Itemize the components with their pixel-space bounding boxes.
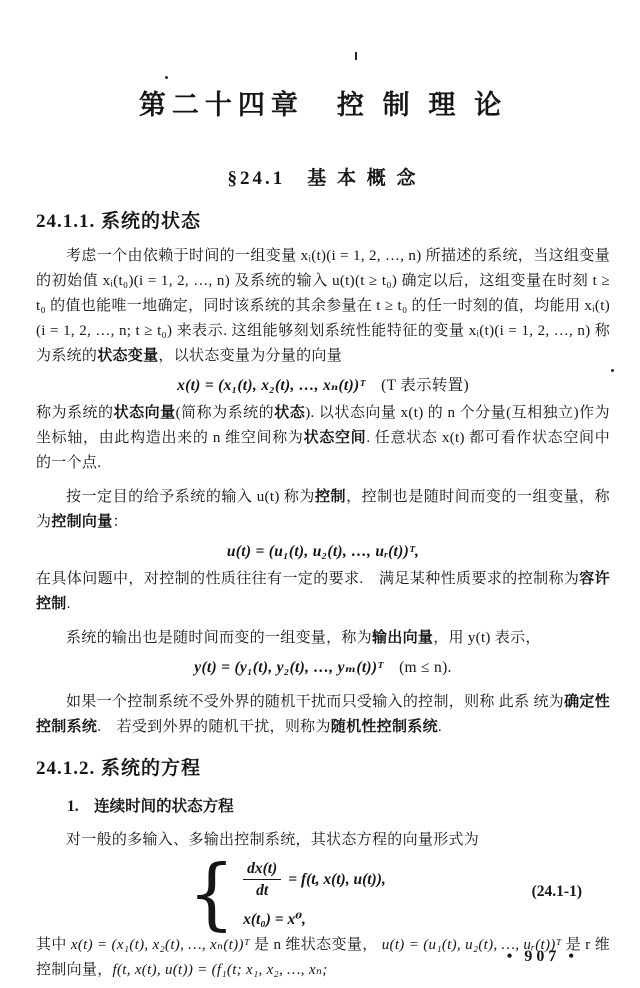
equation-lines bbox=[243, 860, 386, 928]
formula-output-vector bbox=[36, 654, 610, 681]
bold-term-control-vector: 控制向量 bbox=[51, 514, 113, 530]
equation-number: (24.1-1) bbox=[531, 883, 582, 901]
bold-term-stochastic-system: 随机性控制系统 bbox=[330, 719, 438, 735]
equation-line-initial-condition: x(t₀) = x⁰, bbox=[243, 911, 306, 929]
text-run: 其中 bbox=[36, 937, 71, 953]
text-run: (简称为系统的 bbox=[175, 405, 275, 421]
bold-term-state-space: 状态空间 bbox=[303, 430, 367, 446]
text-run: . 若受到外界的随机干扰，则称为 bbox=[97, 719, 331, 735]
inline-math: x(t) = (x₁(t), x₂(t), …, xₙ(t))ᵀ bbox=[70, 937, 250, 953]
paragraph-output bbox=[36, 626, 610, 651]
formula-math: x(t) = (x₁(t), x₂(t), …, xₙ(t))ᵀ bbox=[177, 377, 366, 394]
equation-line-derivative bbox=[243, 860, 386, 899]
formula-math: y(t) = (y₁(t), y₂(t), …, yₘ(t))ᵀ bbox=[194, 659, 384, 676]
inline-math: f(t, x(t), u(t)) = (f₁(t; x₁, x₂, …, xₙ; bbox=[112, 962, 328, 978]
text-run: 是 n 维状态变量， bbox=[249, 937, 382, 953]
formula-state-vector bbox=[36, 372, 610, 399]
bold-term-control: 控制 bbox=[314, 489, 347, 505]
paragraph-state-space bbox=[36, 401, 610, 476]
text-run: ). 以状态向量 x(t) 的 n 个分量(互相独立)作为坐标轴，由此构造出来的 n 维空间称为 bbox=[36, 405, 610, 446]
bold-term-state: 状态 bbox=[274, 405, 306, 421]
text-run: 称为系统的 bbox=[36, 405, 114, 421]
text-run: ，用 y(t) 表示， bbox=[433, 630, 541, 646]
formula-control-vector bbox=[36, 538, 610, 565]
text-run: 系统的输出也是随时间而变的一组变量，称为 bbox=[66, 630, 373, 646]
bold-term-state-vector: 状态向量 bbox=[113, 405, 176, 421]
page-number: • 907 • bbox=[506, 948, 578, 965]
paragraph-control bbox=[36, 485, 610, 535]
fraction-denominator: dt bbox=[256, 882, 269, 900]
formula-note: (m ≤ n). bbox=[383, 659, 452, 676]
bold-term-state-variable: 状态变量 bbox=[97, 348, 159, 364]
text-run: ，控制也是随时间而变的一组变量，称为 bbox=[36, 489, 610, 530]
text-run: 在具体问题中，对控制的性质往往有一定的要求. 满足某种性质要求的控制称为 bbox=[36, 571, 580, 587]
paragraph-equation-intro: 对一般的多输入、多输出控制系统，其状态方程的向量形式为 bbox=[66, 832, 480, 848]
text-run: 是 r 维控制向量， bbox=[36, 937, 610, 978]
text-run: . 任意状态 x(t) 都可看作状态空间中的一个点. bbox=[36, 430, 610, 471]
paragraph-system-state bbox=[36, 244, 610, 369]
chapter-title: 第二十四章 控 制 理 论 bbox=[138, 90, 508, 120]
subsection-heading-24-1-1: 24.1.1. 系统的状态 bbox=[36, 211, 202, 232]
left-brace: { bbox=[188, 848, 236, 940]
text-run: ，以状态变量为分量的向量 bbox=[158, 348, 343, 364]
bold-term-admissible-control: 容许控制 bbox=[36, 571, 610, 612]
formula-note: (T 表示转置) bbox=[365, 377, 469, 394]
subsection-heading-24-1-2: 24.1.2. 系统的方程 bbox=[36, 758, 202, 779]
scan-speck bbox=[611, 369, 614, 372]
section-title: §24.1 基 本 概 念 bbox=[227, 168, 419, 189]
fraction-numerator: dx(t) bbox=[247, 860, 278, 878]
paragraph-deterministic-stochastic bbox=[36, 690, 610, 740]
scan-speck bbox=[165, 76, 168, 79]
equation-24-1-1 bbox=[36, 848, 610, 940]
numbered-item-continuous-time: 1. 连续时间的状态方程 bbox=[67, 798, 234, 815]
text-run: ： bbox=[112, 514, 128, 530]
bold-term-deterministic-system: 确定性控制系统 bbox=[36, 694, 611, 735]
text-run: 考虑一个由依赖于时间的一组变量 xᵢ(t)(i = 1, 2, …, n) 所描述的系统，当这组变量的初始值 xᵢ(t₀)(i = 1, 2, …, n) 及系统的输入 u(t)(t ≥ t₀) 确定以后，这组变量在时刻 t ≥ t₀ 的值也能唯一地确定，同时该系统的其余参量在 t ≥ t₀ 的任一时刻的值，均能用 xᵢ(t)(i = 1, 2, …, n; t ≥ t₀) 来表示. 这组能够刻划系统性能特征的变量 xᵢ(t)(i = 1, 2, …, n) 称为系统的 bbox=[36, 248, 610, 364]
equation-rhs: = f(t, x(t), u(t)), bbox=[288, 871, 386, 888]
fraction bbox=[243, 860, 281, 899]
text-run: 如果一个控制系统不受外界的随机干扰而只受输入的控制，则称 此系 统为 bbox=[66, 694, 565, 710]
text-run: . bbox=[66, 596, 71, 612]
bold-term-output-vector: 输出向量 bbox=[372, 630, 434, 646]
paragraph-admissible-control bbox=[36, 567, 610, 617]
formula-math: u(t) = (u₁(t), u₂(t), …, uᵣ(t))ᵀ, bbox=[226, 543, 420, 560]
inline-math: u(t) = (u₁(t), u₂(t), …, uᵣ(t))ᵀ bbox=[381, 937, 562, 953]
scan-speck bbox=[355, 52, 357, 60]
text-run: 按一定目的给予系统的输入 u(t) 称为 bbox=[66, 489, 315, 505]
text-run: . bbox=[437, 719, 442, 735]
